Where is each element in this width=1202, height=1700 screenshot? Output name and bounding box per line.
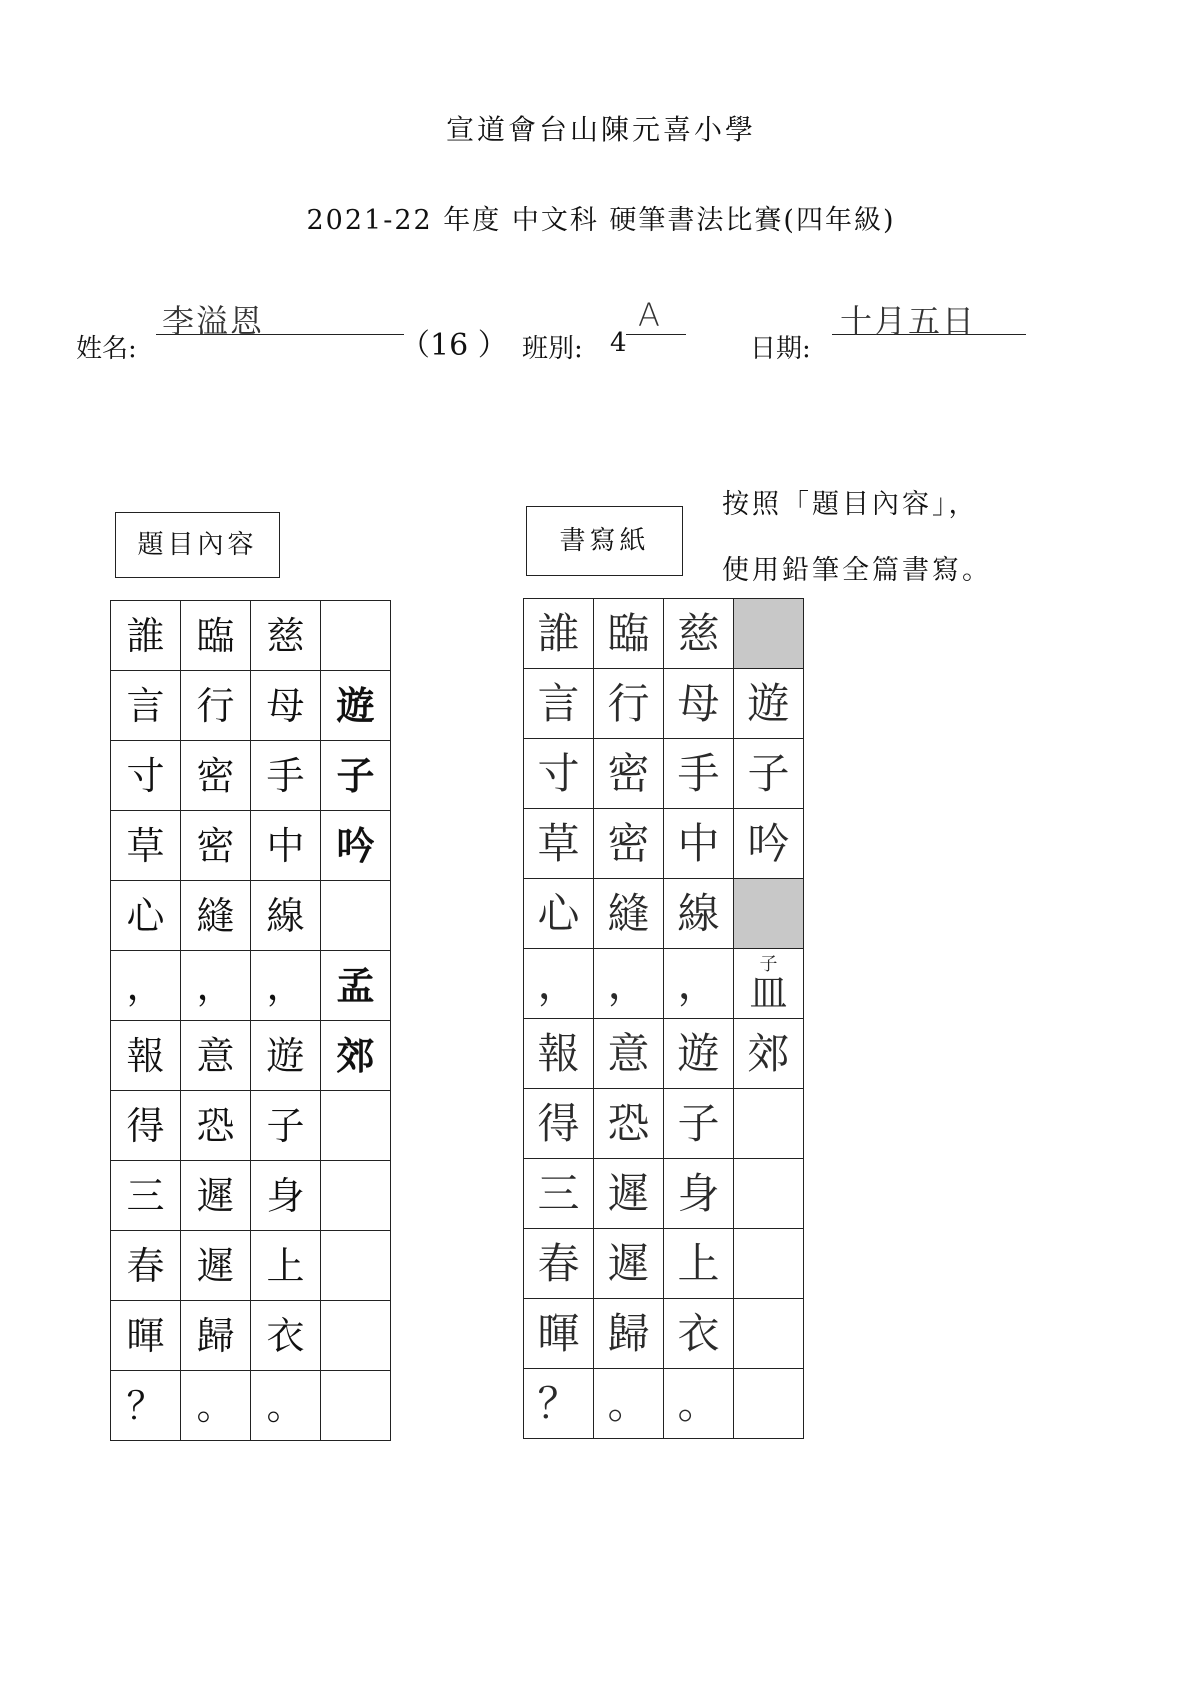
prompt-cell: 恐 bbox=[181, 1091, 251, 1161]
answer-cell[interactable]: 遊 bbox=[664, 1019, 734, 1089]
answer-cell[interactable]: 手 bbox=[664, 739, 734, 809]
prompt-cell bbox=[321, 881, 391, 951]
prompt-row bbox=[111, 951, 391, 1021]
answer-cell[interactable]: 春 bbox=[524, 1229, 594, 1299]
answer-cell-shaded[interactable] bbox=[734, 599, 804, 669]
prompt-cell: 身 bbox=[251, 1161, 321, 1231]
name-label: 姓名: bbox=[76, 334, 137, 364]
prompt-cell: 歸 bbox=[181, 1301, 251, 1371]
prompt-row bbox=[111, 881, 391, 951]
answer-cell[interactable]: 縫 bbox=[594, 879, 664, 949]
answer-cell[interactable]: 線 bbox=[664, 879, 734, 949]
prompt-cell: 中 bbox=[251, 811, 321, 881]
prompt-cell: 手 bbox=[251, 741, 321, 811]
answer-cell[interactable]: 慈 bbox=[664, 599, 734, 669]
prompt-cell: 。 bbox=[251, 1371, 321, 1441]
answer-cell[interactable] bbox=[734, 1159, 804, 1229]
prompt-cell: ？ bbox=[111, 1371, 181, 1441]
answer-cell[interactable]: 密 bbox=[594, 809, 664, 879]
answer-cell[interactable]: 密 bbox=[594, 739, 664, 809]
prompt-cell: 密 bbox=[181, 741, 251, 811]
answer-cell[interactable]: 寸 bbox=[524, 739, 594, 809]
answer-cell[interactable]: ， bbox=[594, 949, 664, 1019]
answer-cell[interactable]: 得 bbox=[524, 1089, 594, 1159]
answer-cell[interactable]: 衣 bbox=[664, 1299, 734, 1369]
answer-cell[interactable]: 郊 bbox=[734, 1019, 804, 1089]
prompt-grid bbox=[110, 600, 391, 1441]
answer-cell[interactable]: 遲 bbox=[594, 1229, 664, 1299]
answer-row bbox=[524, 1019, 804, 1089]
answer-cell[interactable]: 恐 bbox=[594, 1089, 664, 1159]
prompt-cell bbox=[321, 601, 391, 671]
answer-cell[interactable]: 三 bbox=[524, 1159, 594, 1229]
name-value: 李溢恩 bbox=[162, 302, 265, 340]
answer-cell[interactable]: 意 bbox=[594, 1019, 664, 1089]
answer-row bbox=[524, 949, 804, 1019]
prompt-cell: ， bbox=[181, 951, 251, 1021]
date-value: 十月五日 bbox=[840, 302, 977, 340]
prompt-row bbox=[111, 1231, 391, 1301]
prompt-cell: 孟 bbox=[321, 951, 391, 1021]
answer-cell[interactable]: 暉 bbox=[524, 1299, 594, 1369]
prompt-row bbox=[111, 741, 391, 811]
prompt-cell: ， bbox=[111, 951, 181, 1021]
prompt-cell: 遲 bbox=[181, 1231, 251, 1301]
answer-row bbox=[524, 809, 804, 879]
class-value: A bbox=[638, 296, 662, 334]
answer-cell-shaded[interactable] bbox=[734, 879, 804, 949]
prompt-row bbox=[111, 1091, 391, 1161]
prompt-row bbox=[111, 811, 391, 881]
date-label: 日期: bbox=[750, 334, 811, 364]
class-prefix: 4 bbox=[610, 328, 627, 358]
instruction-line-1: 按照「題目內容」， bbox=[722, 489, 979, 520]
prompt-cell: 郊 bbox=[321, 1021, 391, 1091]
answer-cell[interactable]: 上 bbox=[664, 1229, 734, 1299]
prompt-cell: 得 bbox=[111, 1091, 181, 1161]
prompt-cell: 春 bbox=[111, 1231, 181, 1301]
answer-row bbox=[524, 1369, 804, 1439]
prompt-cell bbox=[321, 1301, 391, 1371]
answer-cell[interactable]: 草 bbox=[524, 809, 594, 879]
answer-cell-top-part: 子 bbox=[759, 953, 778, 975]
answer-cell[interactable]: 身 bbox=[664, 1159, 734, 1229]
answer-cell-bottom-part: 皿 bbox=[749, 970, 788, 1015]
prompt-cell bbox=[321, 1161, 391, 1231]
answer-cell[interactable]: 誰 bbox=[524, 599, 594, 669]
answer-row bbox=[524, 739, 804, 809]
answer-row bbox=[524, 669, 804, 739]
answer-cell[interactable]: 。 bbox=[664, 1369, 734, 1439]
answer-row bbox=[524, 879, 804, 949]
prompt-cell: 衣 bbox=[251, 1301, 321, 1371]
prompt-cell: 言 bbox=[111, 671, 181, 741]
prompt-cell: 誰 bbox=[111, 601, 181, 671]
answer-cell[interactable]: 子 bbox=[734, 739, 804, 809]
prompt-cell: 暉 bbox=[111, 1301, 181, 1371]
answer-box-label: 書寫紙 bbox=[526, 506, 683, 576]
answer-cell[interactable]: 歸 bbox=[594, 1299, 664, 1369]
answer-row bbox=[524, 1159, 804, 1229]
prompt-cell: 遊 bbox=[251, 1021, 321, 1091]
prompt-cell: 遊 bbox=[321, 671, 391, 741]
school-name: 宣道會台山陳元喜小學 bbox=[445, 113, 756, 146]
answer-cell[interactable]: 行 bbox=[594, 669, 664, 739]
prompt-cell: 密 bbox=[181, 811, 251, 881]
answer-cell[interactable]: 臨 bbox=[594, 599, 664, 669]
instruction-line-2: 使用鉛筆全篇書寫。 bbox=[722, 555, 992, 586]
prompt-row bbox=[111, 1371, 391, 1441]
prompt-row bbox=[111, 671, 391, 741]
answer-cell[interactable] bbox=[734, 1369, 804, 1439]
answer-cell[interactable] bbox=[734, 1299, 804, 1369]
prompt-cell: 母 bbox=[251, 671, 321, 741]
answer-cell[interactable]: 。 bbox=[594, 1369, 664, 1439]
answer-grid[interactable] bbox=[523, 598, 804, 1439]
answer-cell[interactable]: 言 bbox=[524, 669, 594, 739]
prompt-cell: 上 bbox=[251, 1231, 321, 1301]
prompt-cell: 草 bbox=[111, 811, 181, 881]
answer-cell[interactable]: 母 bbox=[664, 669, 734, 739]
prompt-row bbox=[111, 1301, 391, 1371]
prompt-cell: 報 bbox=[111, 1021, 181, 1091]
prompt-cell: 臨 bbox=[181, 601, 251, 671]
class-label: 班別: bbox=[522, 334, 583, 364]
answer-row bbox=[524, 1299, 804, 1369]
prompt-cell: 行 bbox=[181, 671, 251, 741]
answer-row bbox=[524, 599, 804, 669]
prompt-cell bbox=[321, 1231, 391, 1301]
prompt-row bbox=[111, 1161, 391, 1231]
answer-cell[interactable]: 中 bbox=[664, 809, 734, 879]
prompt-cell: 心 bbox=[111, 881, 181, 951]
prompt-cell: ， bbox=[251, 951, 321, 1021]
prompt-cell bbox=[321, 1091, 391, 1161]
prompt-box-label: 題目內容 bbox=[115, 512, 280, 578]
answer-cell[interactable]: 報 bbox=[524, 1019, 594, 1089]
prompt-cell: 三 bbox=[111, 1161, 181, 1231]
answer-cell[interactable] bbox=[734, 949, 804, 1019]
answer-cell[interactable]: ？ bbox=[524, 1369, 594, 1439]
prompt-cell: 吟 bbox=[321, 811, 391, 881]
contest-title: 2021-22 年度 中文科 硬筆書法比賽(四年級) bbox=[306, 205, 896, 236]
prompt-row bbox=[111, 1021, 391, 1091]
prompt-row bbox=[111, 601, 391, 671]
prompt-cell: 遲 bbox=[181, 1161, 251, 1231]
answer-cell[interactable]: 遊 bbox=[734, 669, 804, 739]
prompt-cell: 子 bbox=[251, 1091, 321, 1161]
answer-cell[interactable]: ， bbox=[664, 949, 734, 1019]
answer-cell[interactable]: ， bbox=[524, 949, 594, 1019]
answer-row bbox=[524, 1089, 804, 1159]
answer-cell[interactable]: 吟 bbox=[734, 809, 804, 879]
answer-cell[interactable]: 子 bbox=[664, 1089, 734, 1159]
student-number: （16 ） bbox=[400, 328, 508, 363]
prompt-cell bbox=[321, 1371, 391, 1441]
answer-cell[interactable]: 遲 bbox=[594, 1159, 664, 1229]
prompt-cell: 寸 bbox=[111, 741, 181, 811]
prompt-cell: 子 bbox=[321, 741, 391, 811]
answer-cell[interactable] bbox=[734, 1229, 804, 1299]
answer-cell[interactable] bbox=[734, 1089, 804, 1159]
prompt-cell: 縫 bbox=[181, 881, 251, 951]
prompt-cell: 意 bbox=[181, 1021, 251, 1091]
answer-row bbox=[524, 1229, 804, 1299]
prompt-cell: 線 bbox=[251, 881, 321, 951]
prompt-cell: 慈 bbox=[251, 601, 321, 671]
prompt-cell: 。 bbox=[181, 1371, 251, 1441]
answer-cell[interactable]: 心 bbox=[524, 879, 594, 949]
